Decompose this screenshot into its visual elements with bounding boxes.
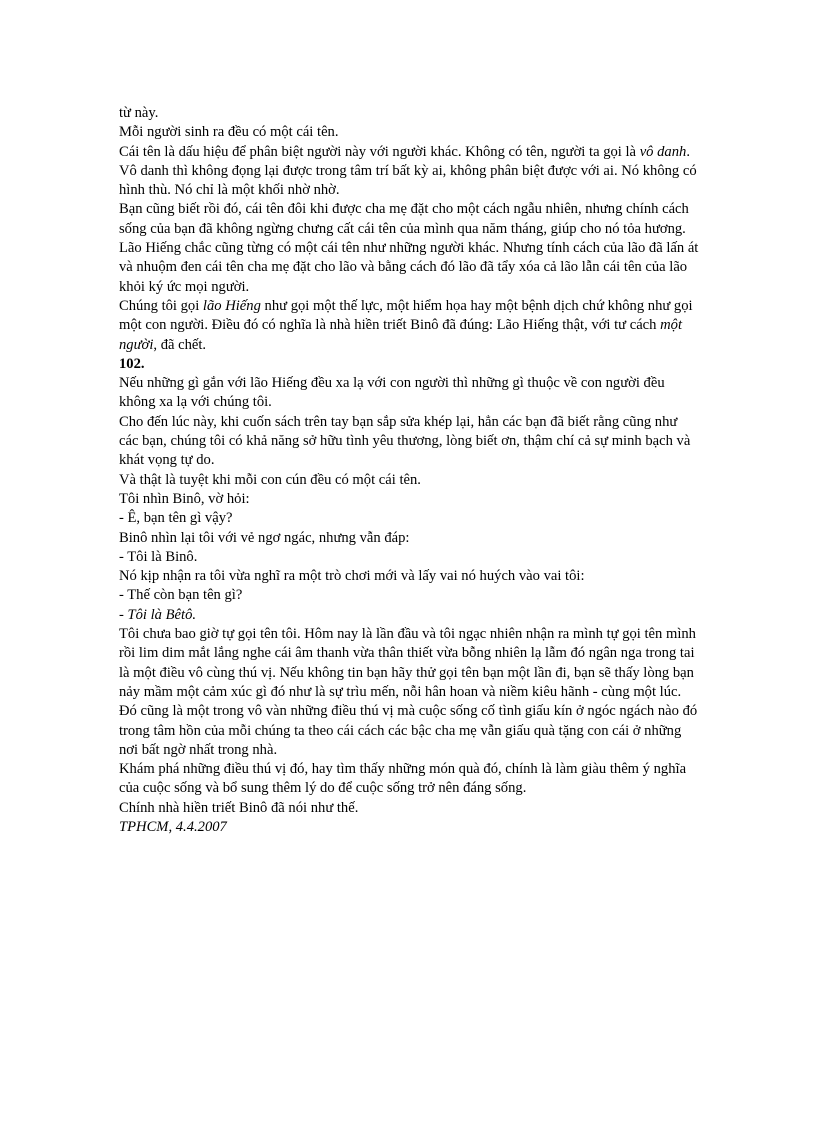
paragraph: Bạn cũng biết rồi đó, cái tên đôi khi được cha mẹ đặt cho một cách ngẫu nhiên, nhưng chính cách sống của bạn đã không ngừng chưng cất cái tên của mình qua năm tháng, giúp cho nó tỏa hương. [119,201,689,237]
paragraph: Khám phá những điều thú vị đó, hay tìm thấy những món quà đó, chính là làm giàu thêm ý nghĩa của cuộc sống và bổ sung thêm lý do để cuộc sống trở nên đáng sống. [119,761,687,797]
paragraph: Đó cũng là một trong vô vàn những điều thú vị mà cuộc sống cố tình giấu kín ở ngóc ngách nào đó trong tâm hồn của mỗi chúng ta theo cái cách các bậc cha mẹ vẫn giấu quà tặng con cái ở những nơi bất ngờ nhất trong nhà. [119,703,698,758]
paragraph: Cho đến lúc này, khi cuốn sách trên tay bạn sắp sửa khép lại, hẳn các bạn đã biết rằng cũng như các bạn, chúng tôi có khả năng sở hữu tình yêu thương, lòng biết ơn, thậm chí cả sự minh bạch và khát vọng tự do. [119,413,691,469]
document-page [119,104,699,837]
paragraph: từ này. [119,105,159,121]
section-number: 102. [119,355,145,372]
paragraph: Lão Hiếng chắc cũng từng có một cái tên như những người khác. Nhưng tính cách của lão đã lấn át và nhuộm đen cái tên cha mẹ đặt cho lão và bằng cách đó lão đã tẩy xóa cả lão lẫn cái tên của lão khỏi ký ức mọi người. [119,240,699,295]
dialogue-line: - Ê, bạn tên gì vậy? [119,510,233,527]
signoff-place-date: TPHCM, 4.4.2007 [119,818,227,835]
emphasis: một người [119,317,682,353]
paragraph: Tôi nhìn Binô, vờ hỏi: [119,490,250,507]
paragraph: Mỗi người sinh ra đều có một cái tên. [119,124,339,141]
paragraph: Chính nhà hiền triết Binô đã nói như thế. [119,799,359,816]
dialogue-line: - Thế còn bạn tên gì? [119,587,243,604]
emphasis: lão Hiếng [202,297,261,314]
paragraph: Cái tên là dấu hiệu để phân biệt người này với người khác. Không có tên, người ta gọi là vô danh. Vô danh thì không đọng lại được trong tâm trí bất kỳ ai, không phân biệt được với ai. Nó không có hình thù. Nó chỉ là một khối nhờ nhờ. [119,143,697,199]
paragraph: Chúng tôi gọi lão Hiếng như gọi một thế lực, một hiểm họa hay một bệnh dịch chứ không như gọi một con người. Điều đó có nghĩa là nhà hiền triết Binô đã đúng: Lão Hiếng thật, với tư cách một người, đã chết. [119,297,693,353]
paragraph: Và thật là tuyệt khi mỗi con cún đều có một cái tên. [119,471,421,488]
dialogue-line: - Tôi là Bêtô. [119,606,197,623]
paragraph: Nó kịp nhận ra tôi vừa nghĩ ra một trò chơi mới và lấy vai nó huých vào vai tôi: [119,568,585,585]
emphasis: vô danh [639,143,687,160]
paragraph: Binô nhìn lại tôi với vẻ ngơ ngác, nhưng vẫn đáp: [119,529,410,546]
dialogue-line: - Tôi là Binô. [119,548,198,565]
paragraph: Tôi chưa bao giờ tự gọi tên tôi. Hôm nay là lần đầu và tôi ngạc nhiên nhận ra mình tự gọi tên mình rồi lim dim mắt lắng nghe cái âm thanh vừa thân thiết vừa bỗng nhiên lạ lẫm đó ngân nga trong tai là một điều vô cùng thú vị. Nếu không tin bạn hãy thử gọi tên bạn một lần đi, bạn sẽ thấy lòng bạn nảy mầm một cảm xúc gì đó như là sự trìu mến, nỗi hân hoan và niềm kiêu hãnh - cùng một lúc. [119,626,696,700]
paragraph: Nếu những gì gắn với lão Hiếng đều xa lạ với con người thì những gì thuộc về con người đều không xa lạ với chúng tôi. [119,375,665,411]
